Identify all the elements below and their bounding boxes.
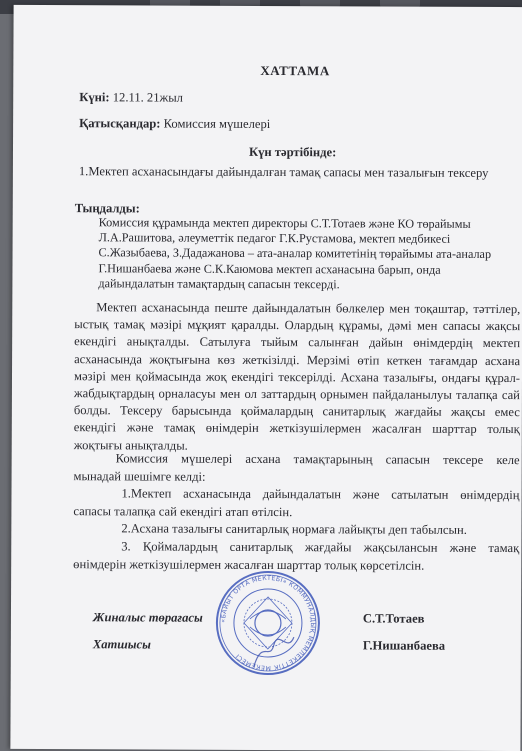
- decision-line: Комиссия мүшелері асхана тамақтарының сапасын тексере келе: [115, 451, 520, 468]
- date-line: [79, 89, 183, 106]
- members-value: Комиссия мүшелері: [163, 116, 271, 132]
- body-line: асханасында жоқтығына көз жеткізілді. Мерзімі өтіп кеткен тағамдар асхана: [74, 351, 521, 368]
- body-line: ыстық тамақ мәзірі мұқият қаралды. Олардың құрамы, дәмі мен сапасы жақсы: [74, 317, 521, 334]
- heard-line: Г.Нишанбаева және С.К.Каюмова мектеп асханасына барып, онда: [98, 260, 441, 277]
- decision-line: 1.Мектеп асханасында дайындалатын және сатылатын өнімдердің: [121, 486, 520, 503]
- heard-heading: Тыңдалды:: [74, 201, 140, 216]
- body-line: болды. Тексеру барысында қоймалардың санитарлық жағдайы жақсы емес: [73, 403, 520, 420]
- decision-line: сапасы талапқа сай екендігі атап өтілсін.: [73, 503, 293, 519]
- heard-line: дайындалатын тамақтардың сапасын тексерді.: [98, 276, 340, 292]
- body-paragraph: [74, 299, 521, 456]
- date-value: 12.11. 21жыл: [112, 90, 184, 105]
- body-line: екендігі және тамақ өнімдерін жеткізушілермен жасалған шарттар толық: [73, 420, 520, 437]
- document-page: [10, 5, 522, 751]
- date-label: Күні:: [79, 90, 110, 105]
- decision-line: 2.Асхана тазалығы санитарлық нормаға лайықты деп табылсын.: [121, 521, 467, 538]
- secretary-name: Г.Нишанбаева: [362, 638, 446, 653]
- decision-line: өнімдерін жеткізушілермен жасалған шарттар толық көрсетілсін.: [73, 556, 425, 573]
- members-label: Қатысқандар:: [79, 116, 161, 131]
- body-line: жабдықтардың орналасуы мен ол заттардың орнымен пайдаланылуы талапқа сай: [73, 386, 520, 403]
- heard-line: Комиссия құрамында мектеп директоры С.Т.Тотаев және КО төрайымы: [98, 215, 471, 231]
- document-title: ХАТТАМА: [260, 62, 330, 79]
- decision-line: мынадай шешімге келді:: [73, 468, 206, 484]
- members-line: [79, 115, 270, 133]
- chair-label: Жиналыс төрағасы: [92, 610, 203, 625]
- agenda-heading: Күн тәртібінде:: [248, 144, 337, 160]
- heard-line: С.Жазыбаева, З.Дадажанова – ата-аналар комитетінің төрайымы ата-аналар: [98, 245, 492, 262]
- decision-block: [73, 450, 520, 575]
- stamp-text: «БАЙЫТ ОРТА МЕКТЕБІ» КОММУНАЛДЫҚ МЕМЛЕКЕТТІК МЕКЕМЕСІ: [219, 574, 317, 672]
- body-line: екендігі анықталды. Сатылуға тыйым салынған дайын өнімдердің мектеп: [74, 334, 521, 351]
- heard-line: Л.А.Рашитова, әлеуметтік педагог Г.К.Рустамова, мектеп медбикесі: [98, 230, 451, 247]
- body-line: жоқтығы анықталды.: [73, 437, 188, 453]
- heard-paragraph: [98, 215, 491, 293]
- agenda-item: 1.Мектеп асханасындағы дайындалған тамақ сапасы мен тазалығын тексеру: [78, 164, 489, 180]
- decision-line: 3. Қоймалардың санитарлық жағдайы жақсыланcын және тамақ: [121, 539, 520, 556]
- secretary-label: Хатшысы: [92, 637, 151, 652]
- official-stamp: [214, 569, 322, 677]
- chair-name: С.Т.Тотаев: [362, 611, 425, 626]
- body-line: мәзірі мен қоймасында жоқ екендігі тексерілді. Асхана тазалығы, ондағы құрал-: [73, 368, 521, 385]
- body-line: Мектеп асханасында пеште дайындалатын бөлкелер мен тоқаштар, тәттілер,: [96, 300, 521, 317]
